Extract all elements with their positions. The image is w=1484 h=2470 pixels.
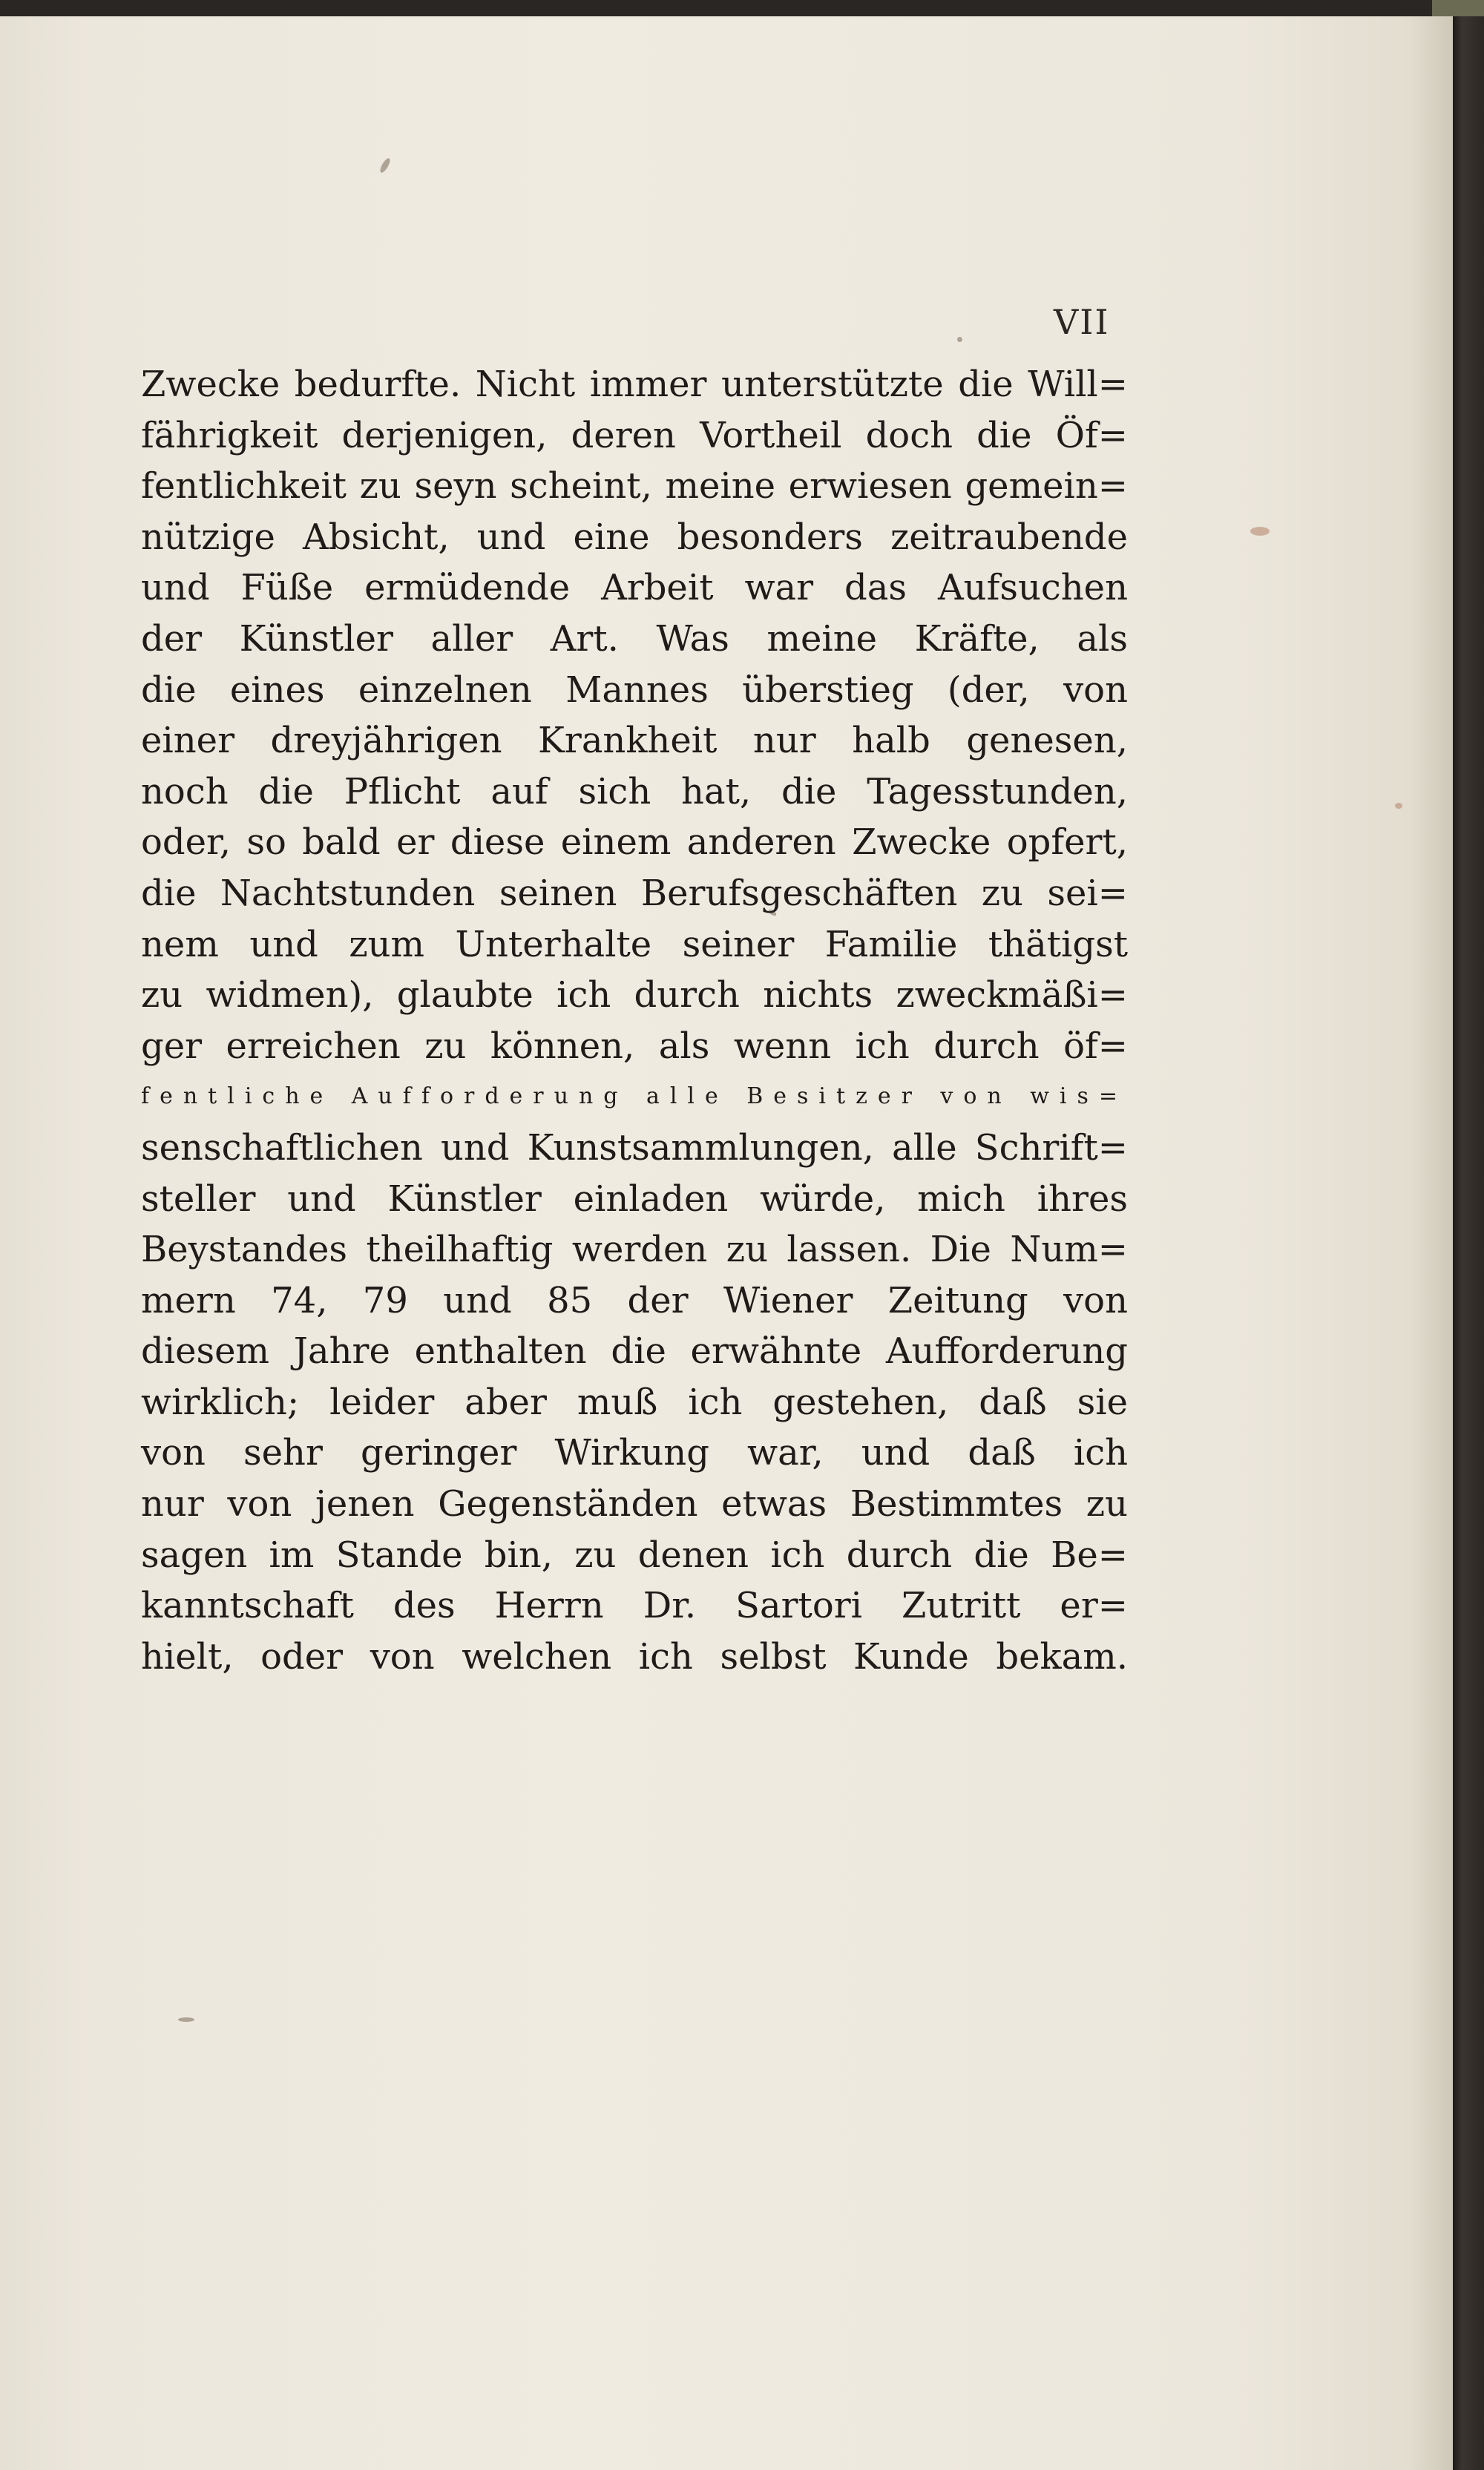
book-page [0, 16, 1453, 2470]
text-line: fährigkeit derjenigen, deren Vortheil doch die Öf= [141, 414, 1128, 456]
text-line: der Künstler aller Art. Was meine Kräfte, als [141, 617, 1128, 660]
text-line: ger erreichen zu können, als wenn ich durch öf= [141, 1025, 1128, 1067]
paper-speck [1250, 527, 1270, 536]
paper-speck [178, 2017, 194, 2022]
paper-speck [957, 337, 962, 342]
text-line: wirklich; leider aber muß ich gestehen, daß sie [141, 1381, 1128, 1423]
body-text [141, 359, 1128, 1682]
page-edge [1453, 16, 1484, 2470]
text-line: hielt, oder von welchen ich selbst Kunde bekam. [141, 1635, 1128, 1678]
paper-speck [1395, 803, 1402, 809]
text-line: und Füße ermüdende Arbeit war das Aufsuchen [141, 567, 1128, 609]
text-line: mern 74, 79 und 85 der Wiener Zeitung von [141, 1279, 1128, 1321]
text-line: einer dreyjährigen Krankheit nur halb genesen, [141, 720, 1128, 762]
text-line: nur von jenen Gegenständen etwas Bestimmtes zu [141, 1483, 1128, 1525]
text-line: senschaftlichen und Kunstsammlungen, alle Schrift= [141, 1126, 1128, 1169]
text-line: oder, so bald er diese einem anderen Zwecke opfert, [141, 821, 1128, 864]
text-line: Beystandes theilhaftig werden zu lassen. Die Num= [141, 1229, 1128, 1271]
text-line: sagen im Stande bin, zu denen ich durch die Be= [141, 1534, 1128, 1576]
text-line: die eines einzelnen Mannes überstieg (der, von [141, 669, 1128, 711]
text-line: fentliche Aufforderung alle Besitzer von wis= [141, 1083, 1128, 1110]
text-line: diesem Jahre enthalten die erwähnte Aufforderung [141, 1330, 1128, 1373]
text-line: noch die Pflicht auf sich hat, die Tagesstunden, [141, 770, 1128, 812]
page-number: VII [1054, 302, 1110, 342]
text-line: Zwecke bedurfte. Nicht immer unterstützte die Will= [141, 364, 1128, 405]
paper-speck [378, 157, 392, 174]
text-line: die Nachtstunden seinen Berufsgeschäften zu sei= [141, 872, 1128, 914]
text-line: kanntschaft des Herrn Dr. Sartori Zutritt er= [141, 1585, 1128, 1627]
text-line: von sehr geringer Wirkung war, und daß ich [141, 1432, 1128, 1474]
text-line: nem und zum Unterhalte seiner Familie thätigst [141, 923, 1128, 965]
text-line: nützige Absicht, und eine besonders zeitraubende [141, 516, 1128, 558]
text-line: zu widmen), glaubte ich durch nichts zweckmäßi= [141, 974, 1128, 1016]
text-line: fentlichkeit zu seyn scheint, meine erwiesen gemein= [141, 465, 1128, 508]
text-line: steller und Künstler einladen würde, mich ihres [141, 1177, 1128, 1220]
